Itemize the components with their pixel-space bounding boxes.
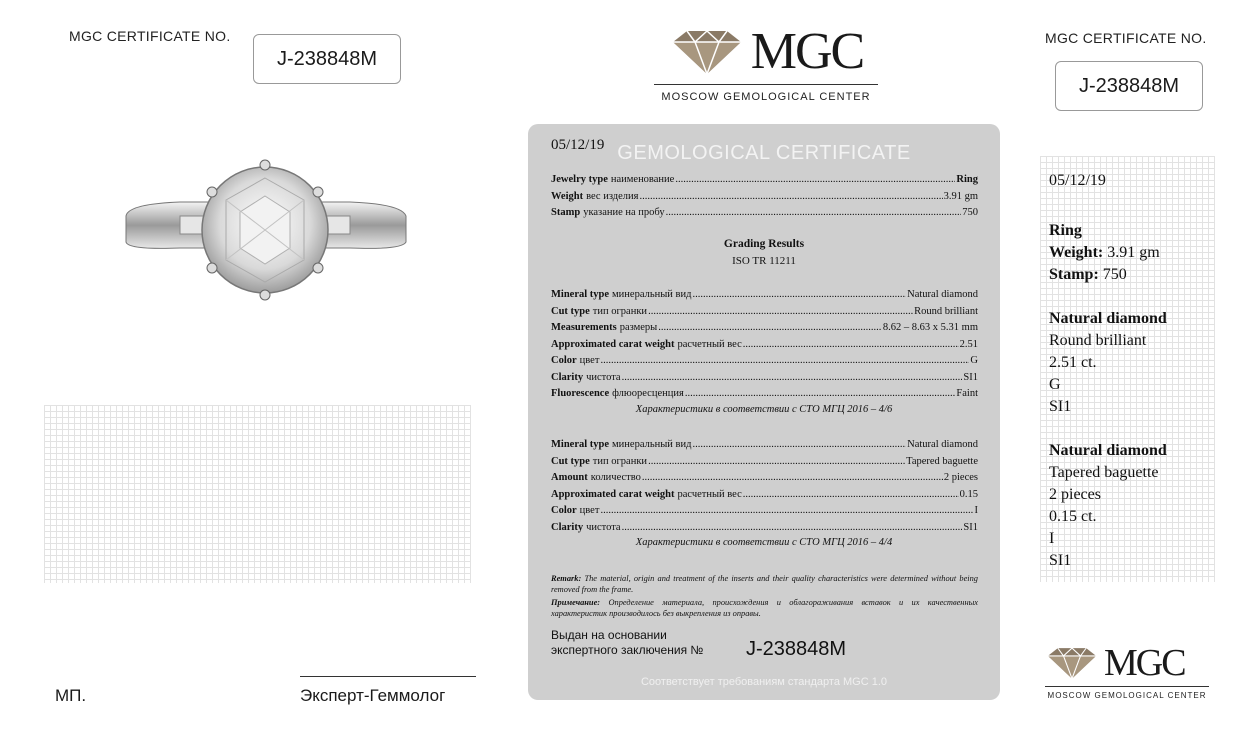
detail-label-ru: тип огранки: [592, 305, 648, 317]
detail-label-ru: цвет: [579, 355, 600, 366]
detail-value: 3.91 gm: [943, 190, 978, 202]
certificate-card: [528, 124, 1000, 700]
leader-dots: [639, 189, 942, 204]
detail-label-ru: количество: [590, 472, 641, 483]
leader-dots: [743, 487, 959, 502]
detail-label: Clarity: [551, 521, 584, 533]
note-label: Примечание:: [551, 598, 601, 607]
note: [551, 597, 978, 619]
detail-label-ru: тип огранки: [592, 455, 648, 467]
detail-label: Approximated carat weight: [551, 488, 675, 500]
detail-label: Approximated carat weight: [551, 338, 675, 350]
card-date: 05/12/19: [551, 137, 605, 153]
detail-row: [551, 470, 978, 485]
stone1-note: Характеристики в соответствии с СТО МГЦ 2016 – 4/6: [635, 404, 893, 415]
detail-label: Stamp: [551, 207, 581, 218]
brand-name: MGC: [1104, 642, 1185, 684]
issued-line-1: Выдан на основании: [551, 628, 667, 642]
leader-dots: [685, 386, 956, 401]
detail-label: Weight: [551, 190, 584, 202]
summary-stone2-amount: 2 pieces: [1049, 486, 1101, 503]
leader-dots: [642, 470, 943, 485]
leader-dots: [648, 454, 905, 469]
detail-row: [551, 320, 978, 335]
summary-weight: [1049, 242, 1167, 264]
detail-label-ru: цвет: [579, 505, 600, 516]
detail-row: [551, 370, 978, 385]
detail-label: Measurements: [551, 322, 617, 333]
detail-row: [551, 437, 978, 452]
diamond-logo-icon: [1045, 646, 1099, 680]
detail-row: [551, 287, 978, 302]
leader-dots: [600, 503, 973, 518]
summary-weight-value: 3.91 gm: [1107, 244, 1160, 261]
detail-row: [551, 487, 978, 502]
summary-stamp-value: 750: [1102, 266, 1127, 283]
summary-stamp-label: Stamp:: [1049, 266, 1099, 283]
right-certificate-label: MGC CERTIFICATE NO.: [1045, 30, 1207, 46]
detail-label: Amount: [551, 472, 588, 483]
detail-row: [551, 189, 978, 204]
detail-label-ru: расчетный вес: [677, 338, 742, 350]
summary-stone1-color: G: [1049, 376, 1061, 393]
brand-logo-top: [654, 23, 878, 103]
leader-dots: [666, 205, 962, 220]
detail-value: SI1: [963, 521, 978, 533]
summary-stone1-title: Natural diamond: [1049, 310, 1167, 327]
summary-stone2-clarity: SI1: [1049, 552, 1072, 569]
right-certificate-number: J-238848M: [1055, 61, 1203, 111]
detail-value: G: [970, 355, 978, 366]
detail-row: [551, 353, 978, 368]
leader-dots: [622, 370, 963, 385]
brand-name: MGC: [750, 23, 864, 80]
brand-subtitle: MOSCOW GEMOLOGICAL CENTER: [1045, 686, 1209, 700]
summary-stone1-carat: 2.51 ct.: [1049, 354, 1097, 371]
leader-dots: [658, 320, 882, 335]
detail-row: [551, 337, 978, 352]
detail-value: 750: [962, 207, 978, 218]
leader-dots: [648, 304, 913, 319]
detail-label-ru: вес изделия: [586, 190, 639, 202]
brand-logo-bottom: [1045, 644, 1209, 700]
detail-label: Cut type: [551, 305, 590, 317]
detail-label: Color: [551, 355, 577, 366]
detail-row: [551, 205, 978, 220]
summary-weight-label: Weight:: [1049, 244, 1104, 261]
detail-label: Cut type: [551, 455, 590, 467]
detail-label-ru: чистота: [586, 521, 621, 533]
detail-value: Faint: [956, 388, 978, 399]
issued-number: J-238848M: [746, 638, 847, 660]
summary-column: [1049, 170, 1167, 572]
detail-value: Ring: [956, 174, 978, 185]
card-title: GEMOLOGICAL CERTIFICATE: [617, 142, 911, 164]
detail-value: Round brilliant: [914, 305, 978, 317]
detail-value: 2 pieces: [943, 472, 978, 483]
left-certificate-label: MGC CERTIFICATE NO.: [69, 28, 231, 44]
summary-stone2-cut: Tapered baguette: [1049, 464, 1159, 481]
detail-row: [551, 172, 978, 187]
detail-value: 2.51: [959, 338, 978, 350]
detail-label-ru: чистота: [586, 371, 621, 383]
detail-value: SI1: [963, 371, 978, 383]
card-footer: Соответствует требованиям стандарта MGC 1.0: [640, 676, 888, 688]
leader-dots: [692, 287, 906, 302]
detail-label-ru: флюоресценция: [612, 388, 684, 399]
detail-label: Mineral type: [551, 289, 610, 300]
issued-basis: [551, 628, 703, 658]
detail-value: Natural diamond: [907, 439, 978, 450]
note-text: Определение материала, происхождения и облагораживания вставок и их качественных характеристик производилось без выкрепления из оправы.: [551, 598, 979, 618]
detail-row: [551, 454, 978, 469]
stone2-note: Характеристики в соответствии с СТО МГЦ 2016 – 4/4: [635, 537, 893, 548]
detail-label: Mineral type: [551, 439, 610, 450]
detail-value: I: [974, 505, 978, 516]
summary-stone1-clarity: SI1: [1049, 398, 1072, 415]
detail-label-ru: наименование: [610, 174, 675, 185]
detail-label-ru: размеры: [619, 322, 658, 333]
stamp-place-label: МП.: [55, 686, 87, 705]
detail-label-ru: указание на пробу: [583, 207, 665, 218]
signature-line: [300, 676, 476, 677]
summary-item: Ring: [1049, 222, 1082, 239]
grid-panel-left: [44, 405, 471, 583]
detail-value: Natural diamond: [907, 289, 978, 300]
detail-value: 8.62 – 8.63 x 5.31 mm: [882, 322, 978, 333]
summary-stamp: [1049, 264, 1167, 286]
detail-value: Tapered baguette: [906, 455, 978, 467]
summary-stone2-carat: 0.15 ct.: [1049, 508, 1097, 525]
summary-date: 05/12/19: [1049, 172, 1106, 189]
leader-dots: [743, 337, 959, 352]
ring-photo: [120, 156, 410, 306]
detail-row: [551, 520, 978, 535]
grading-title: Grading Results: [723, 238, 805, 250]
detail-row: [551, 386, 978, 401]
leader-dots: [600, 353, 969, 368]
detail-label-ru: минеральный вид: [612, 289, 692, 300]
summary-stone1-cut: Round brilliant: [1049, 332, 1147, 349]
detail-label: Jewelry type: [551, 174, 608, 185]
diamond-logo-icon: [669, 28, 745, 76]
leader-dots: [692, 437, 906, 452]
detail-value: 0.15: [959, 488, 978, 500]
brand-subtitle: MOSCOW GEMOLOGICAL CENTER: [654, 84, 878, 103]
detail-row: [551, 503, 978, 518]
detail-label: Fluorescence: [551, 388, 610, 399]
detail-label: Color: [551, 505, 577, 516]
detail-label-ru: расчетный вес: [677, 488, 742, 500]
summary-stone2-color: I: [1049, 530, 1055, 547]
remark-label: Remark:: [551, 574, 582, 583]
detail-label: Clarity: [551, 371, 584, 383]
expert-label: Эксперт-Геммолог: [300, 686, 446, 705]
detail-label-ru: минеральный вид: [612, 439, 692, 450]
leader-dots: [622, 520, 963, 535]
issued-line-2: экспертного заключения №: [551, 643, 704, 657]
detail-row: [551, 304, 978, 319]
summary-stone2-title: Natural diamond: [1049, 442, 1167, 459]
left-certificate-number: J-238848M: [253, 34, 401, 84]
leader-dots: [675, 172, 955, 187]
remark: [551, 573, 978, 595]
grading-standard: ISO TR 11211: [732, 255, 796, 267]
remark-text: The material, origin and treatment of the inserts and their quality characteristics were determined without being removed from the frame.: [551, 574, 978, 594]
